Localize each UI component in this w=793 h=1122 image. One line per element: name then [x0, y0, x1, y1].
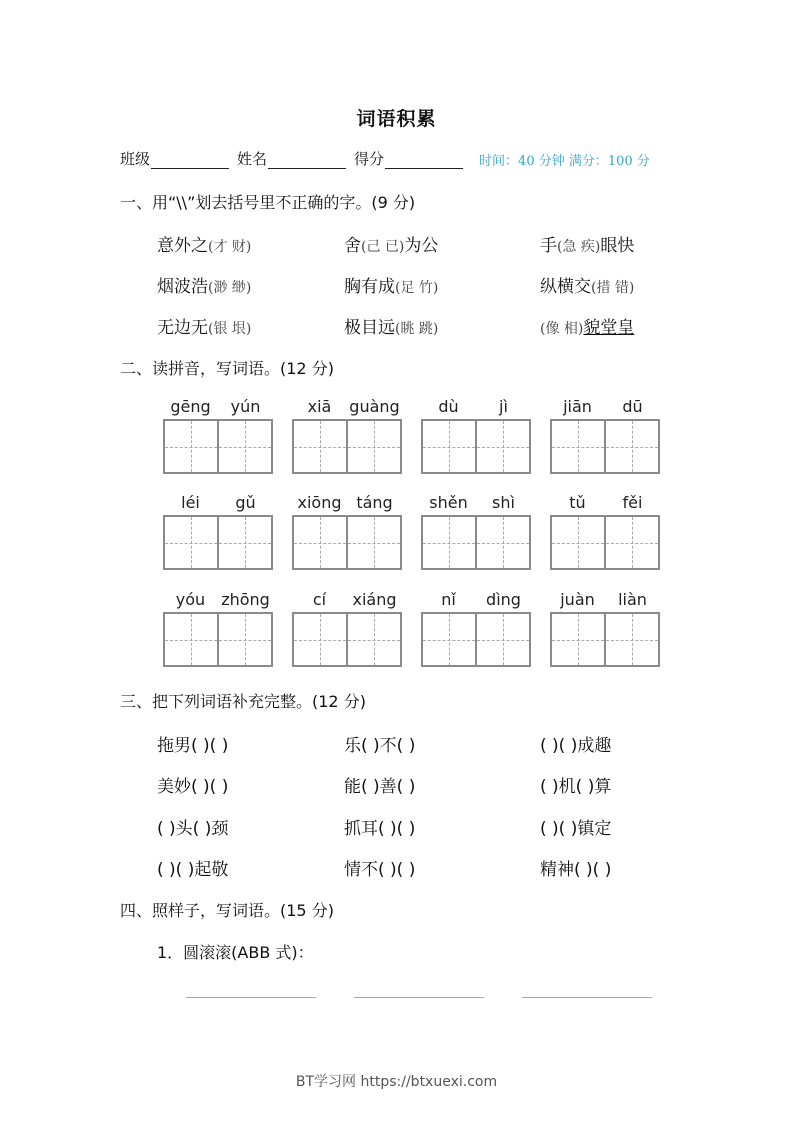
- q1-item: [344, 313, 438, 338]
- q1-item: [540, 313, 634, 338]
- writing-grid[interactable]: [292, 515, 402, 570]
- writing-grid[interactable]: [421, 515, 531, 570]
- pinyin-label: xiā: [307, 397, 332, 416]
- q1-options[interactable]: (足 竹): [395, 280, 439, 296]
- fill-item[interactable]: 美妙( )( ): [157, 777, 229, 797]
- pinyin-label: táng: [356, 493, 393, 512]
- answer-line[interactable]: [354, 996, 484, 998]
- q1-item: [344, 231, 438, 256]
- q1-text-post: 为公: [404, 236, 439, 256]
- pinyin-label: léi: [181, 493, 200, 512]
- grid-cell[interactable]: [346, 421, 400, 472]
- section1-heading: 一、用“\\”划去括号里不正确的字。(9 分): [120, 193, 416, 212]
- score-blank[interactable]: [385, 152, 463, 169]
- grid-cell[interactable]: [217, 517, 271, 568]
- pinyin-label: dù: [438, 397, 459, 416]
- grid-cell[interactable]: [475, 614, 529, 665]
- q1-text: 胸有成: [344, 277, 395, 297]
- grid-cell[interactable]: [217, 421, 271, 472]
- section2-heading: 二、读拼音，写词语。(12 分): [120, 359, 334, 378]
- q1-item: [540, 231, 634, 256]
- grid-cell[interactable]: [604, 614, 658, 665]
- writing-grid[interactable]: [292, 612, 402, 667]
- fill-item[interactable]: ( )头( )颈: [157, 819, 229, 839]
- writing-grid[interactable]: [421, 612, 531, 667]
- pinyin-label: jiān: [563, 397, 592, 416]
- fill-item[interactable]: ( )( )成趣: [540, 736, 612, 756]
- q1-item: [157, 313, 251, 338]
- pinyin-label: liàn: [618, 590, 647, 609]
- pinyin-label: guàng: [349, 397, 400, 416]
- writing-grid[interactable]: [163, 515, 273, 570]
- q1-text-post: 眼快: [600, 236, 635, 256]
- class-field: [120, 148, 229, 169]
- footer-watermark: BT学习网 https://btxuexi.com: [295, 1074, 498, 1090]
- grid-cell[interactable]: [294, 517, 346, 568]
- q1-options[interactable]: (己 已): [361, 239, 405, 255]
- fill-item[interactable]: ( )( )起敬: [157, 860, 229, 880]
- writing-grid[interactable]: [550, 419, 660, 474]
- page-title: 词语积累: [356, 108, 437, 130]
- grid-cell[interactable]: [423, 421, 475, 472]
- section3-heading: 三、把下列词语补充完整。(12 分): [120, 692, 366, 711]
- fill-item[interactable]: ( )( )镇定: [540, 819, 612, 839]
- q1-options[interactable]: (眺 跳): [395, 321, 439, 337]
- grid-cell[interactable]: [552, 421, 604, 472]
- q1-options[interactable]: (才 财): [208, 239, 252, 255]
- writing-grid[interactable]: [163, 612, 273, 667]
- grid-cell[interactable]: [217, 614, 271, 665]
- pinyin-label: zhōng: [221, 590, 270, 609]
- fill-item[interactable]: 精神( )( ): [540, 860, 612, 880]
- grid-cell[interactable]: [346, 517, 400, 568]
- fill-item[interactable]: 情不( )( ): [344, 860, 416, 880]
- name-label: 姓名: [237, 150, 268, 168]
- grid-cell[interactable]: [552, 614, 604, 665]
- fill-item[interactable]: 拖男( )( ): [157, 736, 229, 756]
- grid-cell[interactable]: [423, 614, 475, 665]
- pinyin-label: dìng: [486, 590, 521, 609]
- pinyin-label: shěn: [429, 493, 468, 512]
- pinyin-label: juàn: [560, 590, 595, 609]
- pinyin-label: cí: [312, 590, 327, 609]
- class-blank[interactable]: [151, 152, 229, 169]
- answer-line[interactable]: [186, 996, 316, 998]
- grid-cell[interactable]: [475, 421, 529, 472]
- q1-options[interactable]: (措 错): [591, 280, 635, 296]
- q1-options[interactable]: (急 疾): [557, 239, 601, 255]
- fill-item[interactable]: 能( )善( ): [344, 777, 416, 797]
- grid-cell[interactable]: [475, 517, 529, 568]
- writing-grid[interactable]: [550, 515, 660, 570]
- q1-text: 无边无: [157, 318, 208, 338]
- q1-options[interactable]: (银 垠): [208, 321, 252, 337]
- pinyin-label: gǔ: [235, 493, 256, 512]
- student-info-row: [120, 148, 650, 169]
- pinyin-label: nǐ: [441, 590, 456, 609]
- writing-grid[interactable]: [421, 419, 531, 474]
- pinyin-label: xiáng: [352, 590, 397, 609]
- sub-question-1: 1．圆滚滚(ABB 式)：: [157, 943, 314, 962]
- grid-cell[interactable]: [165, 421, 217, 472]
- q1-text: 烟波浩: [157, 277, 208, 297]
- name-field: [237, 148, 346, 169]
- pinyin-label: dū: [622, 397, 643, 416]
- fill-item[interactable]: ( )机( )算: [540, 777, 612, 797]
- pinyin-label: yún: [230, 397, 261, 416]
- fill-item[interactable]: 乐( )不( ): [344, 736, 416, 756]
- class-label: 班级: [120, 150, 151, 168]
- q1-text: 纵横交: [540, 277, 591, 297]
- pinyin-label: tǔ: [569, 493, 586, 512]
- grid-cell[interactable]: [294, 614, 346, 665]
- q1-text: 极目远: [344, 318, 395, 338]
- fill-item[interactable]: 抓耳( )( ): [344, 819, 416, 839]
- pinyin-label: fěi: [622, 493, 643, 512]
- score-field: [354, 148, 463, 169]
- grid-cell[interactable]: [423, 517, 475, 568]
- grid-cell[interactable]: [604, 517, 658, 568]
- grid-cell[interactable]: [552, 517, 604, 568]
- answer-line[interactable]: [522, 996, 652, 998]
- section4-heading: 四、照样子，写词语。(15 分): [120, 901, 334, 920]
- q1-item: [157, 272, 251, 297]
- pinyin-label: gēng: [170, 397, 211, 416]
- name-blank[interactable]: [268, 152, 346, 169]
- grid-cell[interactable]: [294, 421, 346, 472]
- score-label: 得分: [354, 150, 385, 168]
- q1-options[interactable]: (渺 缈): [208, 280, 252, 296]
- pinyin-label: jì: [499, 397, 508, 416]
- grid-cell[interactable]: [604, 421, 658, 472]
- time-score-meta: 时间：40 分钟 满分：100 分: [479, 154, 650, 169]
- pinyin-label: xiōng: [297, 493, 342, 512]
- pinyin-label: yóu: [175, 590, 206, 609]
- grid-cell[interactable]: [165, 614, 217, 665]
- writing-grid[interactable]: [163, 419, 273, 474]
- q1-text-post: 貌堂皇: [583, 318, 635, 338]
- writing-grid[interactable]: [292, 419, 402, 474]
- q1-text: 舍: [344, 236, 361, 256]
- grid-cell[interactable]: [165, 517, 217, 568]
- q1-item: [344, 272, 438, 297]
- q1-text: 意外之: [157, 236, 208, 256]
- q1-item: [540, 272, 634, 297]
- q1-text: 手: [540, 236, 557, 256]
- pinyin-label: shì: [492, 493, 515, 512]
- q1-options[interactable]: (像 相): [540, 321, 584, 337]
- grid-cell[interactable]: [346, 614, 400, 665]
- writing-grid[interactable]: [550, 612, 660, 667]
- q1-item: [157, 231, 251, 256]
